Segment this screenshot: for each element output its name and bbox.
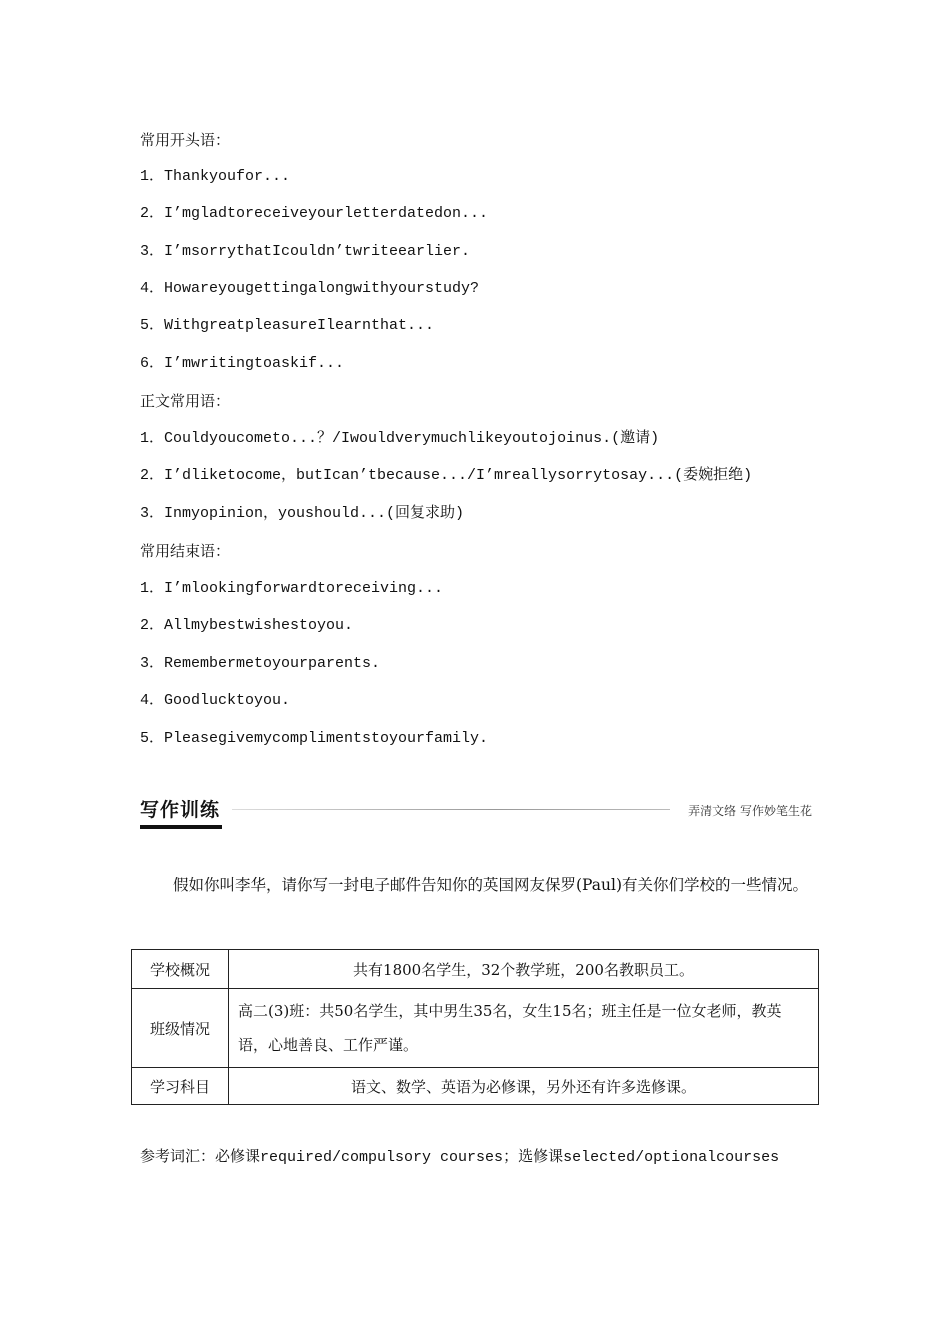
vocab-separator: ；选修课	[503, 1147, 564, 1165]
body-phrase-item-1: 1．Couldyoucometo...？/Iwouldverymuchlikeyoutojoinus.(邀请)	[140, 430, 660, 447]
section-title: 写作训练	[140, 799, 221, 821]
section-subtitle: 弄清文络 写作妙笔生花	[688, 804, 812, 818]
table-row-label: 学校概况	[132, 950, 229, 989]
vocab-label: 参考词汇：必修课	[140, 1147, 261, 1165]
closing-item-1: 1．I’mlookingforwardtoreceiving...	[140, 580, 444, 597]
table-row-label: 班级情况	[132, 989, 229, 1068]
section-title-underline	[140, 825, 222, 829]
body-phrase-item-3: 3．Inmyopinion，youshould...(回复求助)	[140, 505, 465, 522]
opening-item-2: 2．I’mgladtoreceiveyourletterdatedon...	[140, 205, 489, 222]
closing-item-3: 3．Remembermetoyourparents.	[140, 655, 381, 672]
table-row	[132, 950, 819, 989]
table-row-label: 学习科目	[132, 1068, 229, 1105]
opening-item-3: 3．I’msorrythatIcouldn’twriteearlier.	[140, 243, 471, 260]
school-info-table	[131, 949, 819, 1105]
opening-item-5: 5．WithgreatpleasureIlearnthat...	[140, 317, 435, 334]
vocab-term-optional: selected/optionalcourses	[563, 1149, 780, 1166]
closing-item-4: 4．Goodlucktoyou.	[140, 692, 291, 709]
closing-item-2: 2．Allmybestwishestoyou.	[140, 617, 354, 634]
body-phrase-item-2: 2．I’dliketocome，butIcan’tbecause.../I’mreallysorrytosay...(委婉拒绝)	[140, 467, 753, 484]
closing-item-5: 5．Pleasegivemycomplimentstoyourfamily.	[140, 730, 489, 747]
body-phrases-heading: 正文常用语：	[140, 392, 231, 410]
task-prompt: 假如你叫李华，请你写一封电子邮件告知你的英国网友保罗(Paul)有关你们学校的一些情况。	[173, 876, 809, 894]
opening-item-6: 6．I’mwritingtoaskif...	[140, 355, 345, 372]
table-row-content: 语文、数学、英语为必修课，另外还有许多选修课。	[229, 1068, 819, 1105]
table-row	[132, 1068, 819, 1105]
table-row	[132, 989, 819, 1068]
opening-item-4: 4．Howareyougettingalongwithyourstudy?	[140, 280, 480, 297]
table-row-content: 高二(3)班：共50名学生，其中男生35名，女生15名；班主任是一位女老师，教英语，心地善良、工作严谨。	[229, 989, 819, 1068]
closing-heading: 常用结束语：	[140, 542, 231, 560]
table-row-content: 共有1800名学生，32个教学班，200名教职员工。	[229, 950, 819, 989]
vocab-term-required: required/compulsory courses	[260, 1149, 504, 1166]
reference-vocabulary	[140, 1146, 779, 1168]
opening-heading: 常用开头语：	[140, 131, 231, 149]
section-banner	[140, 798, 812, 830]
section-divider	[232, 809, 670, 810]
opening-item-1: 1．Thankyoufor...	[140, 168, 291, 185]
